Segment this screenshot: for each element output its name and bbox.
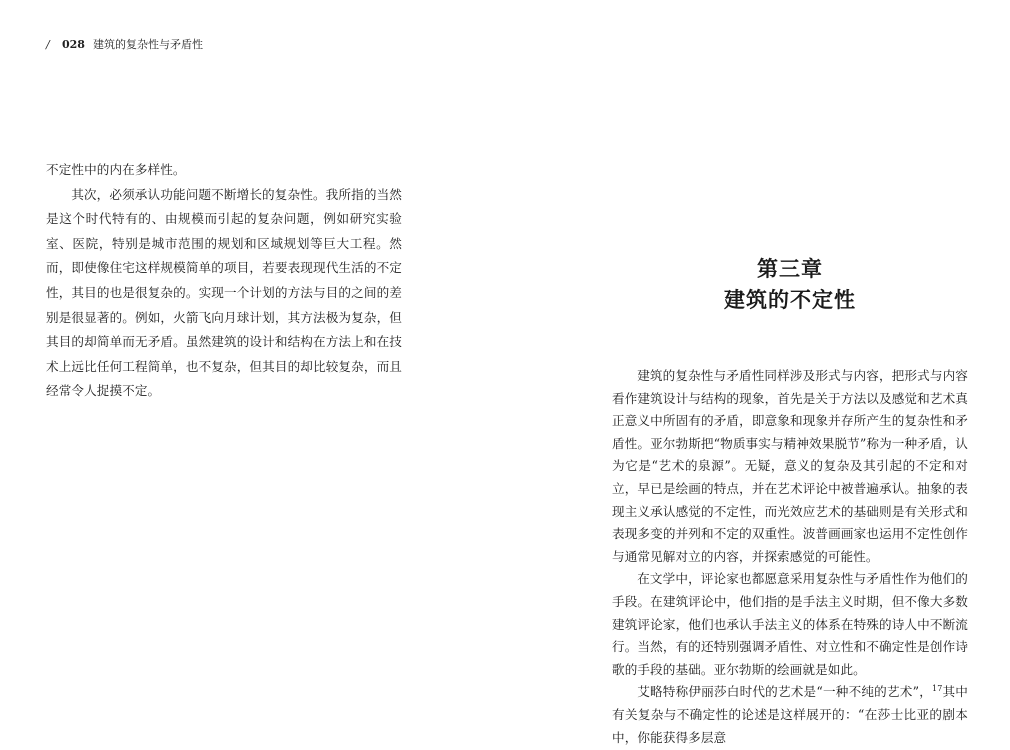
book-title: 建筑的复杂性与矛盾性: [92, 38, 203, 51]
paragraph-text: 其中有关复杂与不确定性的论述是这样展开的：“在莎士比亚的剧本中，你能获得多层意: [612, 684, 969, 745]
running-header: [46, 38, 203, 52]
chapter-title: 建筑的不定性: [724, 287, 856, 312]
left-page-body: [46, 158, 402, 404]
chapter-number: 第三章: [757, 256, 823, 281]
paragraph: 建筑的复杂性与矛盾性同样涉及形式与内容，把形式与内容看作建筑设计与结构的现象，首先是关于方法以及感觉和艺术真正意义中所固有的矛盾，即意象和现象并存所产生的复杂性和矛盾性。亚尔勃斯把“物质事实与精神效果脱节”称为一种矛盾，认为它是“艺术的泉源”。无疑，意义的复杂及其引起的不定和对立，早已是绘画的特点，并在艺术评论中被普遍承认。抽象的表现主义承认感觉的不定性，而光效应艺术的基础则是有关形式和表现多变的并列和不定的双重性。波普画画家也运用不定性创作与通常见解对立的内容，并探索感觉的可能性。: [612, 368, 968, 564]
paragraph: [612, 681, 968, 749]
paragraph: 不定性中的内在多样性。: [46, 162, 186, 177]
footnote-reference[interactable]: 17: [932, 684, 943, 694]
paragraph: 在文学中，评论家也都愿意采用复杂性与矛盾性作为他们的手段。在建筑评论中，他们指的是手法主义时期，但不像大多数建筑评论家，他们也承认手法主义的体系在特殊的诗人中不断流行。当然，有的还特别强调矛盾性、对立性和不确定性是创作诗歌的手段的基础。亚尔勃斯的绘画就是如此。: [612, 571, 968, 677]
page-number: 028: [62, 38, 85, 51]
paragraph-text: 艾略特称伊丽莎白时代的艺术是“一种不纯的艺术”，: [637, 684, 933, 700]
right-page-body: [612, 365, 968, 749]
header-slash: /: [46, 38, 50, 51]
paragraph: 其次，必须承认功能问题不断增长的复杂性。我所指的当然是这个时代特有的、由规模而引起的复杂问题，例如研究实验室、医院，特别是城市范围的规划和区域规划等巨大工程。然而，即使像住宅这样规模简单的项目，若要表现现代生活的不定性，其目的也是很复杂的。实现一个计划的方法与目的之间的差别是很显著的。例如，火箭飞向月球计划，其方法极为复杂，但其目的却简单而无矛盾。虽然建筑的设计和结构在方法上和在技术上远比任何工程简单，也不复杂，但其目的却比较复杂，而且经常令人捉摸不定。: [46, 186, 402, 399]
chapter-heading: [612, 254, 968, 315]
